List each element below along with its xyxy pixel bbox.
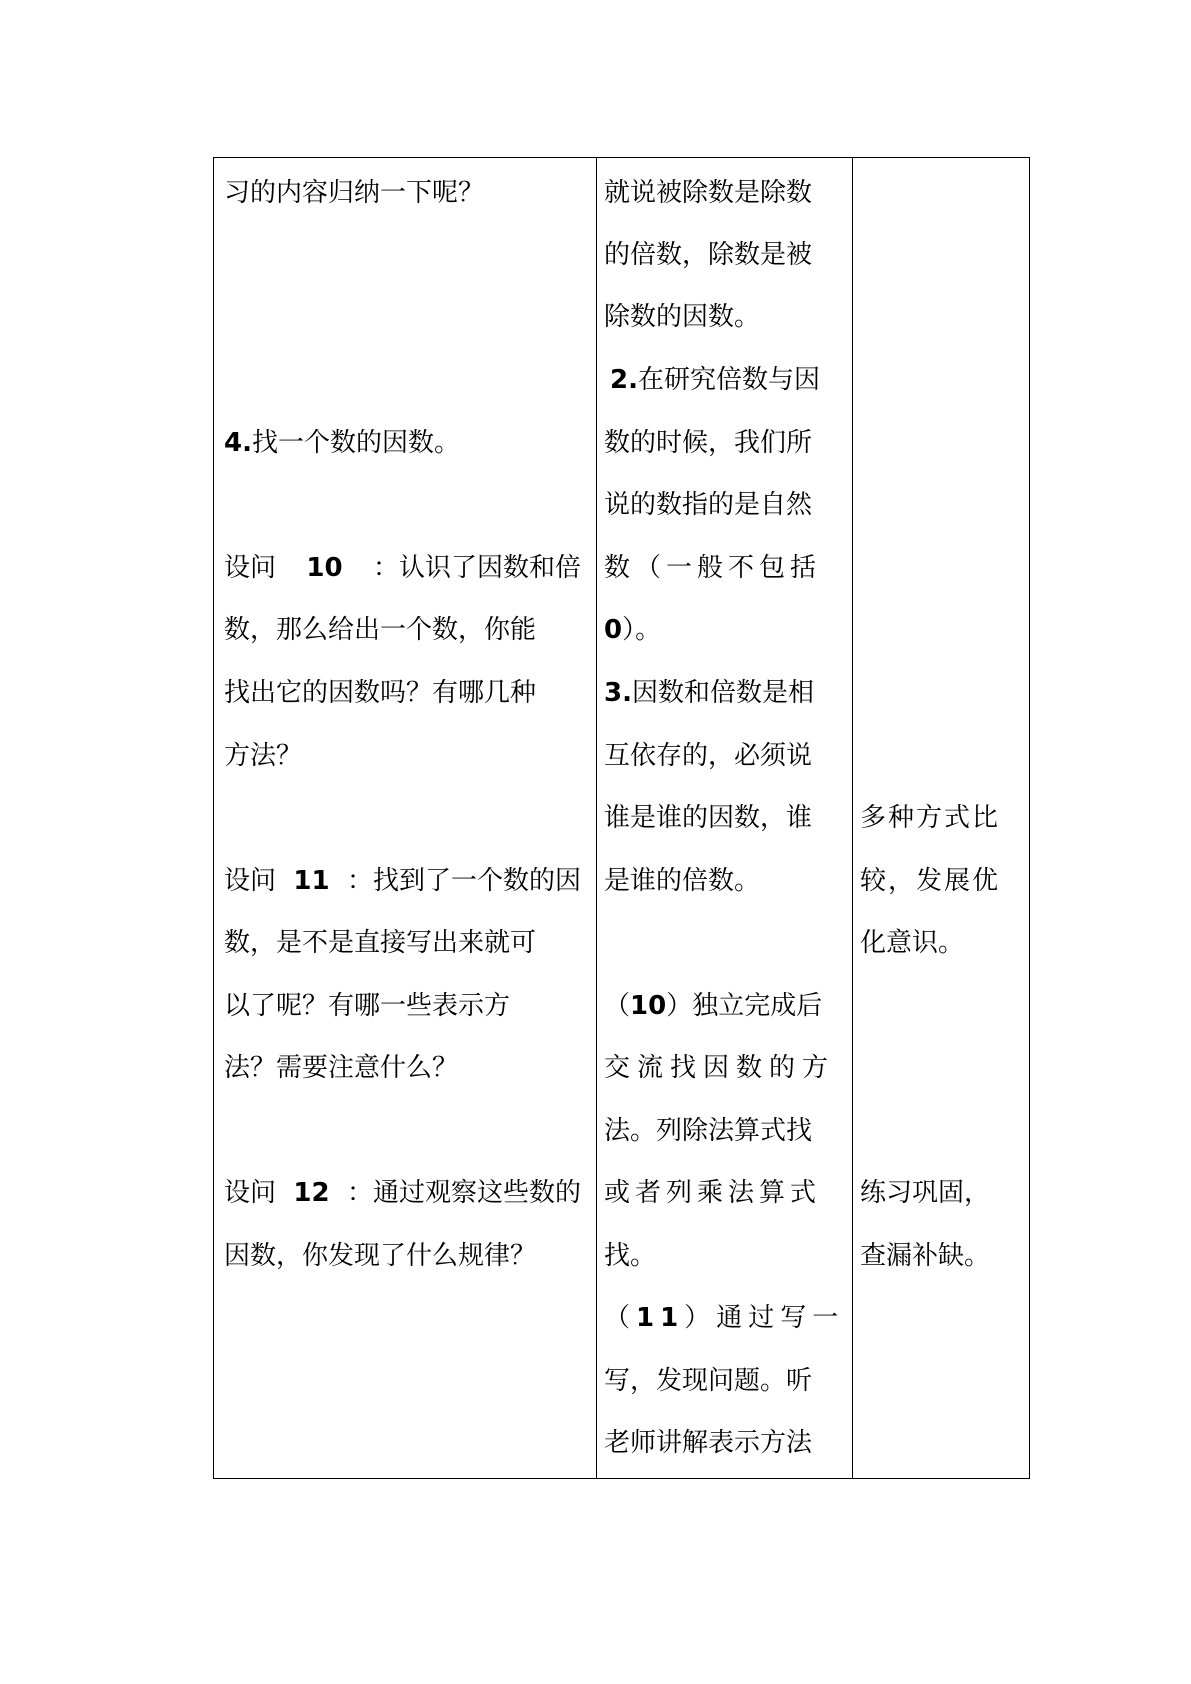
question-text: ：认识了因数和倍 — [372, 553, 581, 583]
section-heading — [224, 428, 460, 458]
question-prefix: 设问 — [224, 553, 277, 583]
question-prefix: 设问 — [224, 866, 277, 896]
teacher-line: 因数，你发现了什么规律？ — [224, 1241, 537, 1271]
student-line: 除数的因数。 — [604, 302, 761, 332]
intent-line: 查漏补缺。 — [860, 1241, 991, 1271]
paren-open: （ — [604, 1303, 637, 1333]
student-line — [604, 615, 661, 645]
student-line: 写，发现问题。听 — [604, 1366, 813, 1396]
intent-line: 化意识。 — [860, 928, 965, 958]
teacher-line: 方法？ — [224, 741, 303, 771]
student-line: 就说被除数是除数 — [604, 178, 813, 208]
student-line: 法。列除法算式找 — [604, 1116, 813, 1146]
activity-text: ）通过写一 — [684, 1303, 845, 1333]
section-title: 找一个数的因数。 — [251, 428, 460, 458]
teacher-line: 法？需要注意什么？ — [224, 1053, 459, 1083]
question-text: ：找到了一个数的因 — [346, 866, 581, 896]
point-text: 因数和倍数是相 — [631, 678, 814, 708]
student-line — [604, 678, 814, 708]
question-number: 12 — [293, 1178, 330, 1208]
student-line — [604, 991, 822, 1021]
section-number: 4. — [224, 428, 252, 458]
teacher-line: 以了呢？有哪一些表示方 — [224, 991, 511, 1021]
student-line: 互依存的，必须说 — [604, 741, 813, 771]
intent-line: 多种方式比 — [860, 803, 1001, 833]
student-line: 老师讲解表示方法 — [604, 1428, 813, 1458]
student-line: 数的时候，我们所 — [604, 428, 813, 458]
question-text: ：通过观察这些数的 — [346, 1178, 581, 1208]
student-line — [604, 1303, 844, 1333]
activity-number: 11 — [636, 1303, 685, 1333]
closing-text: ）。 — [622, 615, 662, 645]
point-number: 2. — [610, 365, 638, 395]
student-line: 数（一般不包括 — [604, 553, 822, 583]
question-12 — [224, 1178, 581, 1208]
intent-line: 较，发展优 — [860, 866, 1001, 896]
intent-line: 练习巩固， — [860, 1178, 991, 1208]
student-line: 是谁的倍数。 — [604, 866, 761, 896]
question-number: 10 — [306, 553, 343, 583]
question-prefix: 设问 — [224, 1178, 277, 1208]
student-line: 谁是谁的因数，谁 — [604, 803, 813, 833]
student-line: 或者列乘法算式 — [604, 1178, 822, 1208]
student-line: 交流找因数的方 — [604, 1053, 836, 1083]
student-line — [610, 365, 820, 395]
activity-text: ）独立完成后 — [666, 991, 823, 1021]
student-line: 的倍数，除数是被 — [604, 240, 813, 270]
student-line: 说的数指的是自然 — [604, 490, 813, 520]
teacher-line: 找出它的因数吗？有哪几种 — [224, 678, 537, 708]
point-number: 3. — [604, 678, 632, 708]
column-divider-2 — [852, 158, 853, 1478]
question-10 — [224, 553, 581, 583]
teacher-line: 数，那么给出一个数，你能 — [224, 615, 537, 645]
teacher-line: 数，是不是直接写出来就可 — [224, 928, 537, 958]
question-11 — [224, 866, 581, 896]
student-line: 找。 — [604, 1241, 657, 1271]
zero-digit: 0 — [604, 615, 623, 645]
point-text: 在研究倍数与因 — [637, 365, 820, 395]
paren-open: （ — [604, 991, 631, 1021]
activity-number: 10 — [630, 991, 667, 1021]
teacher-line: 习的内容归纳一下呢？ — [224, 178, 485, 208]
column-divider-1 — [596, 158, 597, 1478]
question-number: 11 — [293, 866, 330, 896]
